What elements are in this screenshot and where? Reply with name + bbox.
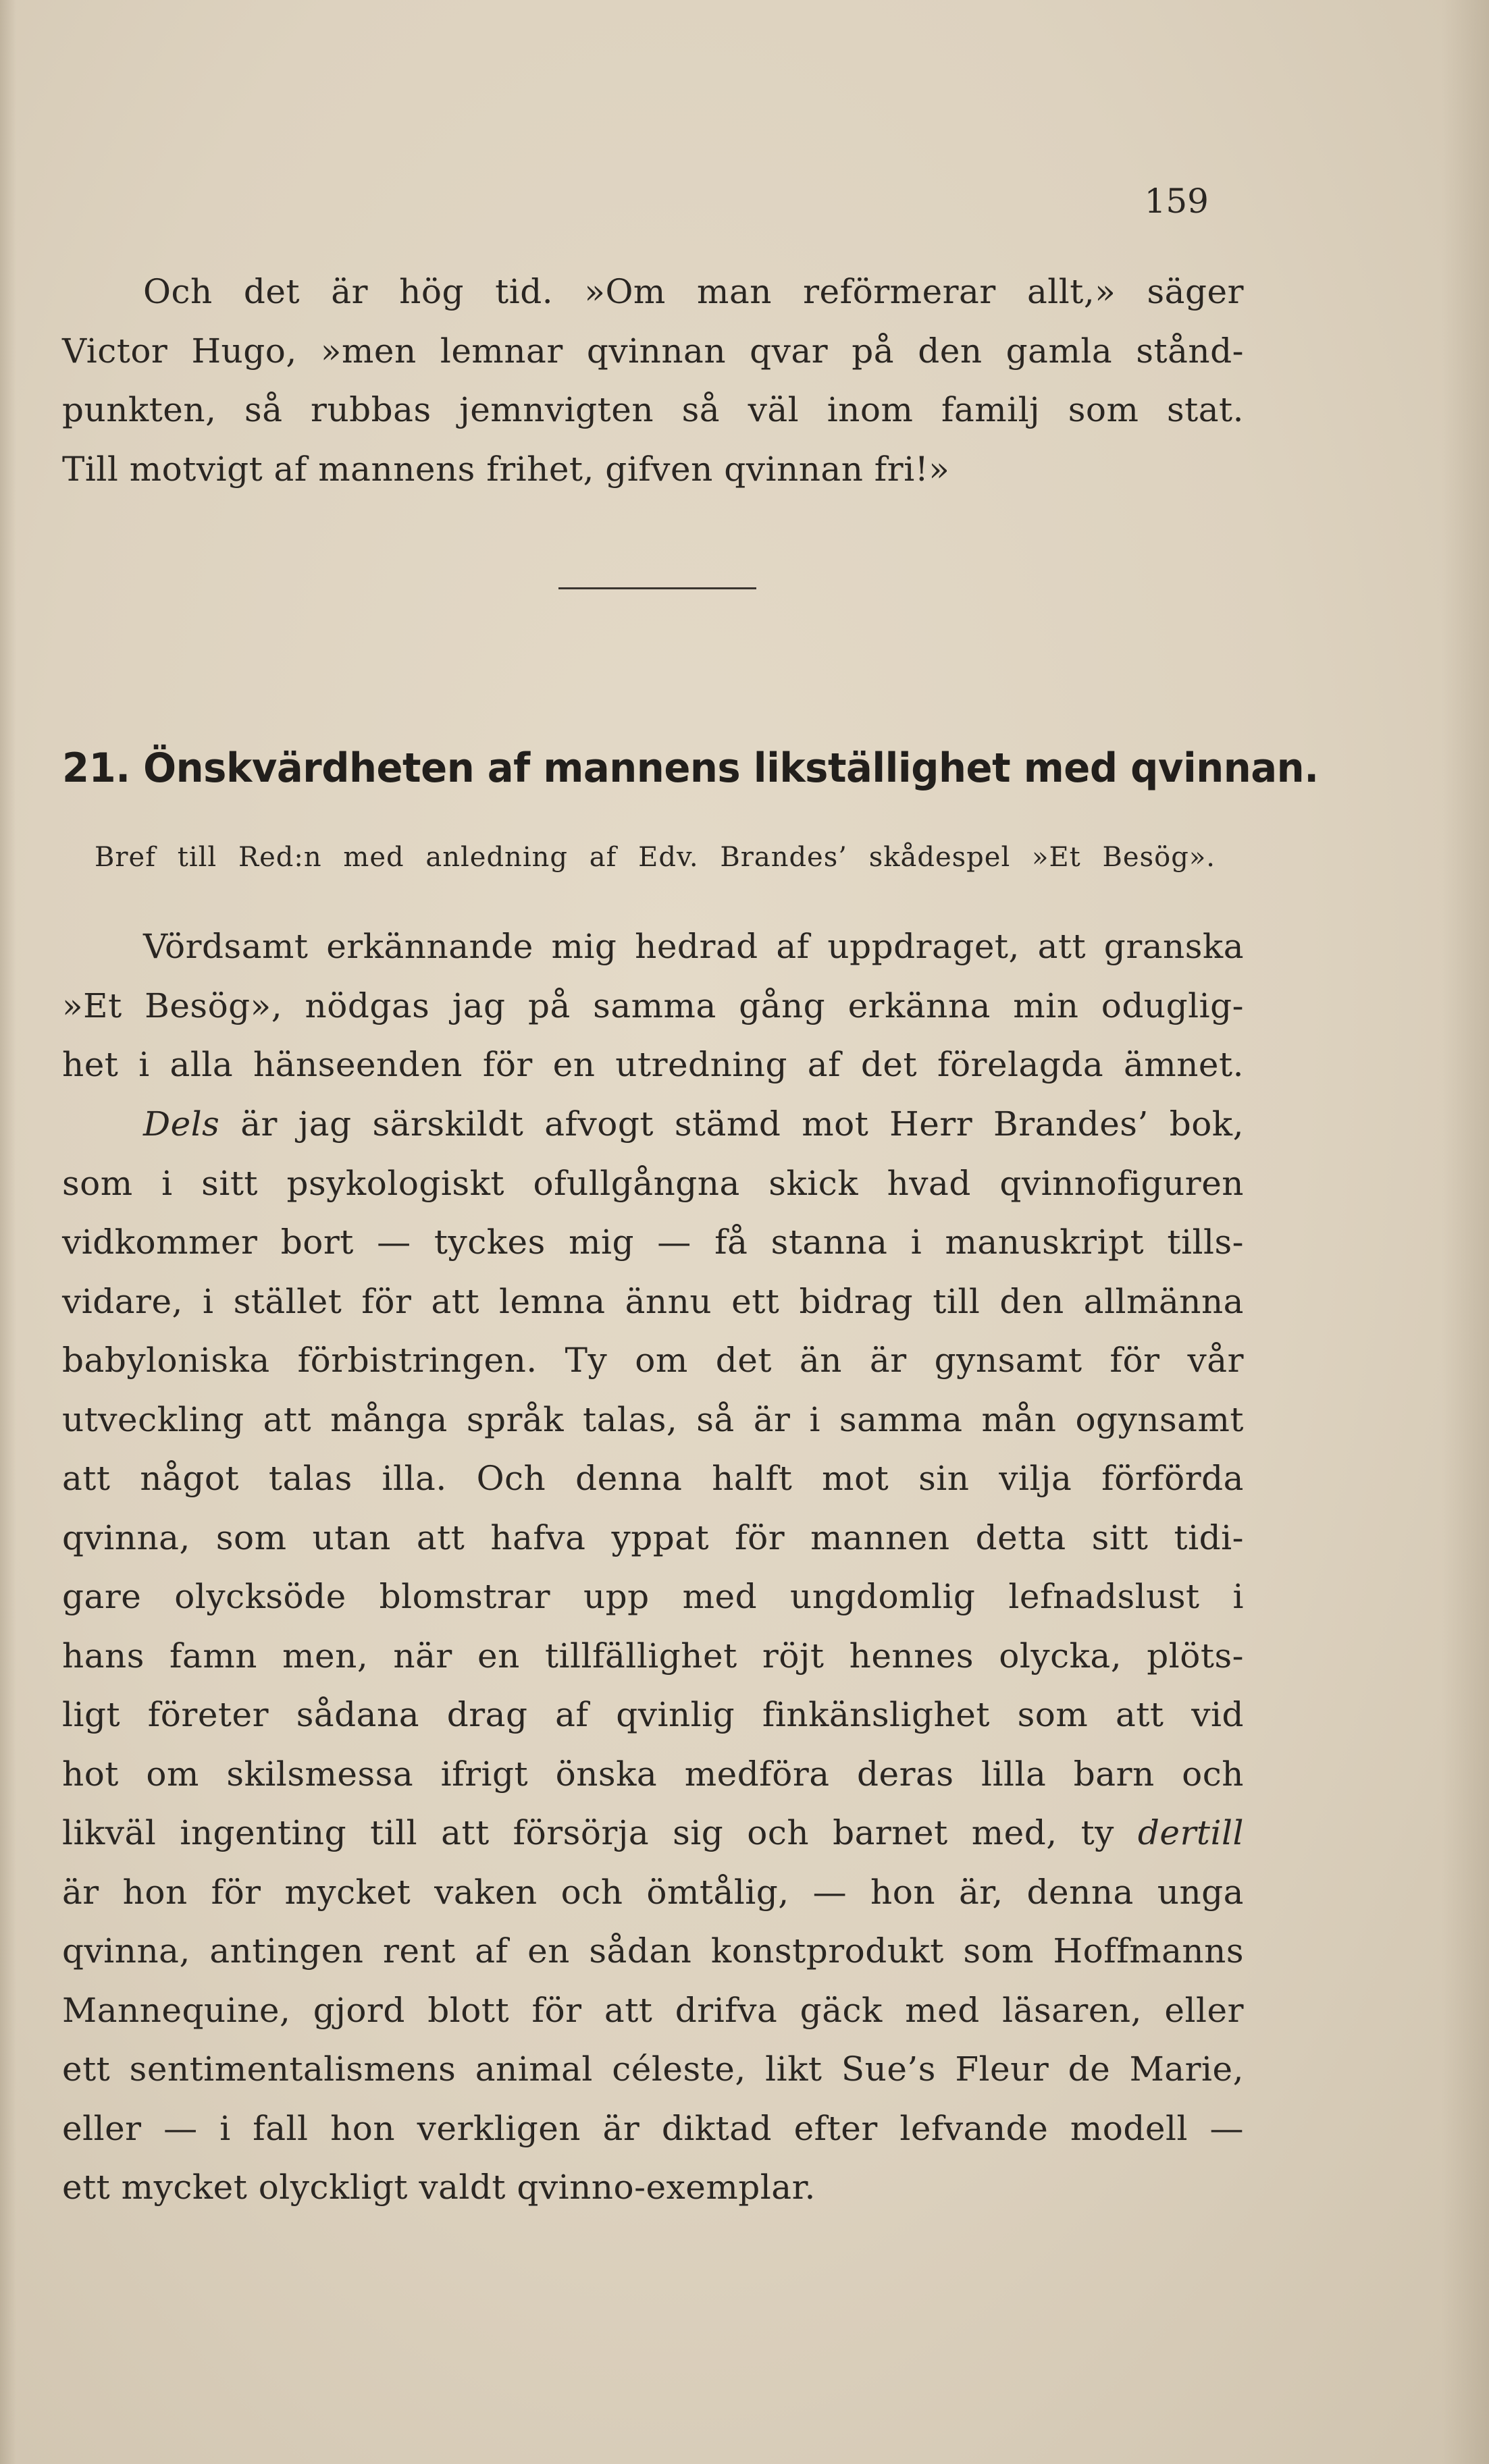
text-line: »Et Besög», nödgas jag på samma gång erkänna min oduglig- <box>62 986 1244 1025</box>
text-line: är hon för mycket vaken och ömtålig, — hon är, denna unga <box>62 1873 1244 1912</box>
section-divider <box>558 587 756 589</box>
text-line: gare olycksöde blomstrar upp med ungdomlig lefnadslust i <box>62 1577 1244 1616</box>
text-line: eller — i fall hon verkligen är diktad efter lefvande modell — <box>62 2109 1244 2148</box>
text-line: hans famn men, när en tillfällighet röjt hennes olycka, plöts- <box>62 1636 1244 1676</box>
text-line: som i sitt psykologiskt ofullgångna skick hvad qvinnofiguren <box>62 1164 1244 1203</box>
text-line: ligt företer sådana drag af qvinlig finkänslighet som att vid <box>62 1695 1244 1734</box>
page-shadow-right <box>1442 0 1489 2464</box>
text-line: babyloniska förbistringen. Ty om det än är gynsamt för vår <box>62 1341 1244 1380</box>
page-shadow-left <box>0 0 16 2464</box>
text-line: punkten, så rubbas jemnvigten så väl inom familj som stat. <box>62 390 1244 429</box>
page-number: 159 <box>1144 182 1209 221</box>
text-line: ett sentimentalismens animal céleste, likt Sue’s Fleur de Marie, <box>62 2050 1244 2089</box>
text-line <box>143 1104 1244 1144</box>
text-line: Mannequine, gjord blott för att drifva gäck med läsaren, eller <box>62 1991 1244 2030</box>
section-title: 21. Önskvärdheten af mannens likställighet med qvinnan. <box>62 745 1319 792</box>
text-line: hot om skilsmessa ifrigt önska medföra deras lilla barn och <box>62 1755 1244 1794</box>
text-line: att något talas illa. Och denna halft mot sin vilja förförda <box>62 1459 1244 1498</box>
text-line: Victor Hugo, »men lemnar qvinnan qvar på den gamla stånd- <box>62 331 1244 371</box>
italic-word: dertill <box>1137 1813 1244 1852</box>
text-line: ett mycket olyckligt valdt qvinno-exemplar. <box>62 2168 816 2207</box>
text-line: vidare, i stället för att lemna ännu ett bidrag till den allmänna <box>62 1282 1244 1321</box>
text-line: vidkommer bort — tyckes mig — få stanna i manuskript tills- <box>62 1223 1244 1262</box>
italic-word: Dels <box>143 1104 220 1144</box>
text-line: het i alla hänseenden för en utredning af det förelagda ämnet. <box>62 1045 1244 1084</box>
text-line: qvinna, som utan att hafva yppat för mannen detta sitt tidi- <box>62 1518 1244 1557</box>
text-line: Och det är hög tid. »Om man reförmerar allt,» säger <box>143 272 1244 311</box>
text-span: är jag särskildt afvogt stämd mot Herr Brandes’ bok, <box>219 1104 1244 1144</box>
text-line: qvinna, antingen rent af en sådan konstprodukt som Hoffmanns <box>62 1931 1244 1971</box>
text-line: utveckling att många språk talas, så är i samma mån ogynsamt <box>62 1400 1244 1439</box>
text-line <box>62 1813 1244 1853</box>
text-span: likväl ingenting till att försörja sig och barnet med, ty <box>62 1813 1138 1852</box>
text-line: Till motvigt af mannens frihet, gifven qvinnan fri!» <box>62 450 950 489</box>
text-line: Vördsamt erkännande mig hedrad af uppdraget, att granska <box>143 927 1244 966</box>
section-subtitle: Bref till Red:n med anledning af Edv. Brandes’ skådespel »Et Besög». <box>95 842 1216 873</box>
